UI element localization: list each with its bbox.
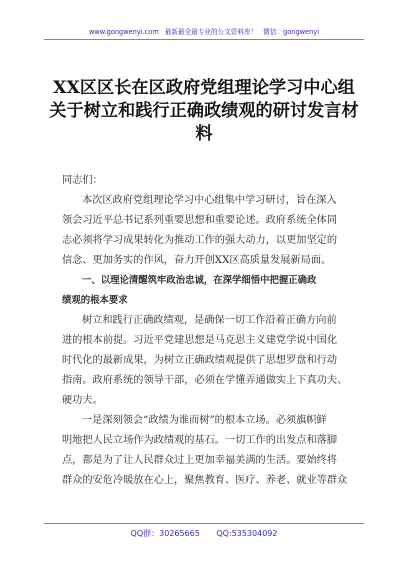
text-line: 信念、更加务实的作风，奋力开创XX区高质量发展新局面。 [62,255,332,266]
text-line: 群众的安危冷暖放在心上，聚焦教育、医疗、养老、就业等群众 [62,475,348,486]
footer-qq-group: QQ群：30265665 [130,529,200,538]
header-wechat: 微信：gongwenyi [263,28,320,36]
greeting: 同志们： [62,175,103,186]
text-line: 志必须将学习成果转化为推动工作的强大动力，以更加坚定的 [62,235,338,246]
text-line: 树立和践行正确政绩观，是确保一切工作沿着正确方向前 [82,315,337,326]
text-line: 点，都是为了让人民群众过上更加幸福美满的生活。要始终将 [62,455,338,466]
text-line: 时代化的最新成果，为树立正确政绩观提供了思想罗盘和行动 [62,355,338,366]
header-site-link[interactable]: www.gongwenyi.com [88,28,159,36]
title-line-3: 料 [195,124,213,144]
document-body [62,171,352,491]
paragraph-requirement [62,311,352,411]
header-slogan: 最新最全最专业的公文资料库！ [164,28,258,36]
footer-qq-contact: QQ:535304092 [216,529,278,538]
text-line: 明地把人民立场作为政绩观的基石。一切工作的出发点和落脚 [62,435,338,446]
heading-line: 一、以理论清醒筑牢政治忠诚，在深学细悟中把握正确政 [82,275,317,286]
text-line: 进的根本前提。习近平党建思想是马克思主义建党学说中国化 [62,335,338,346]
text-line: 本次区政府党组理论学习中心组集中学习研讨，旨在深入 [82,195,337,206]
text-line: 一是深刻领会“政绩为谁而树”的根本立场。必须旗帜鲜 [82,415,327,426]
header-divider [44,39,364,40]
page-footer [0,528,408,539]
text-line: 领会习近平总书记系列重要思想和重要论述。政府系统全体同 [62,215,338,226]
paragraph-point-1 [62,411,352,491]
section-heading-1 [62,271,352,311]
paragraph-intro [62,191,352,271]
footer-divider [44,523,364,524]
text-line: 指南。政府系统的领导干部，必须在学懂弄通做实上下真功夫、 [62,375,348,386]
text-line: 硬功夫。 [62,395,103,406]
heading-line: 绩观的根本要求 [62,295,128,306]
title-line-2: 关于树立和践行正确政绩观的研讨发言材 [49,101,359,121]
title-line-1: XX区区长在区政府党组理论学习中心组 [53,78,355,98]
page-header [0,26,408,36]
document-title [44,77,364,146]
